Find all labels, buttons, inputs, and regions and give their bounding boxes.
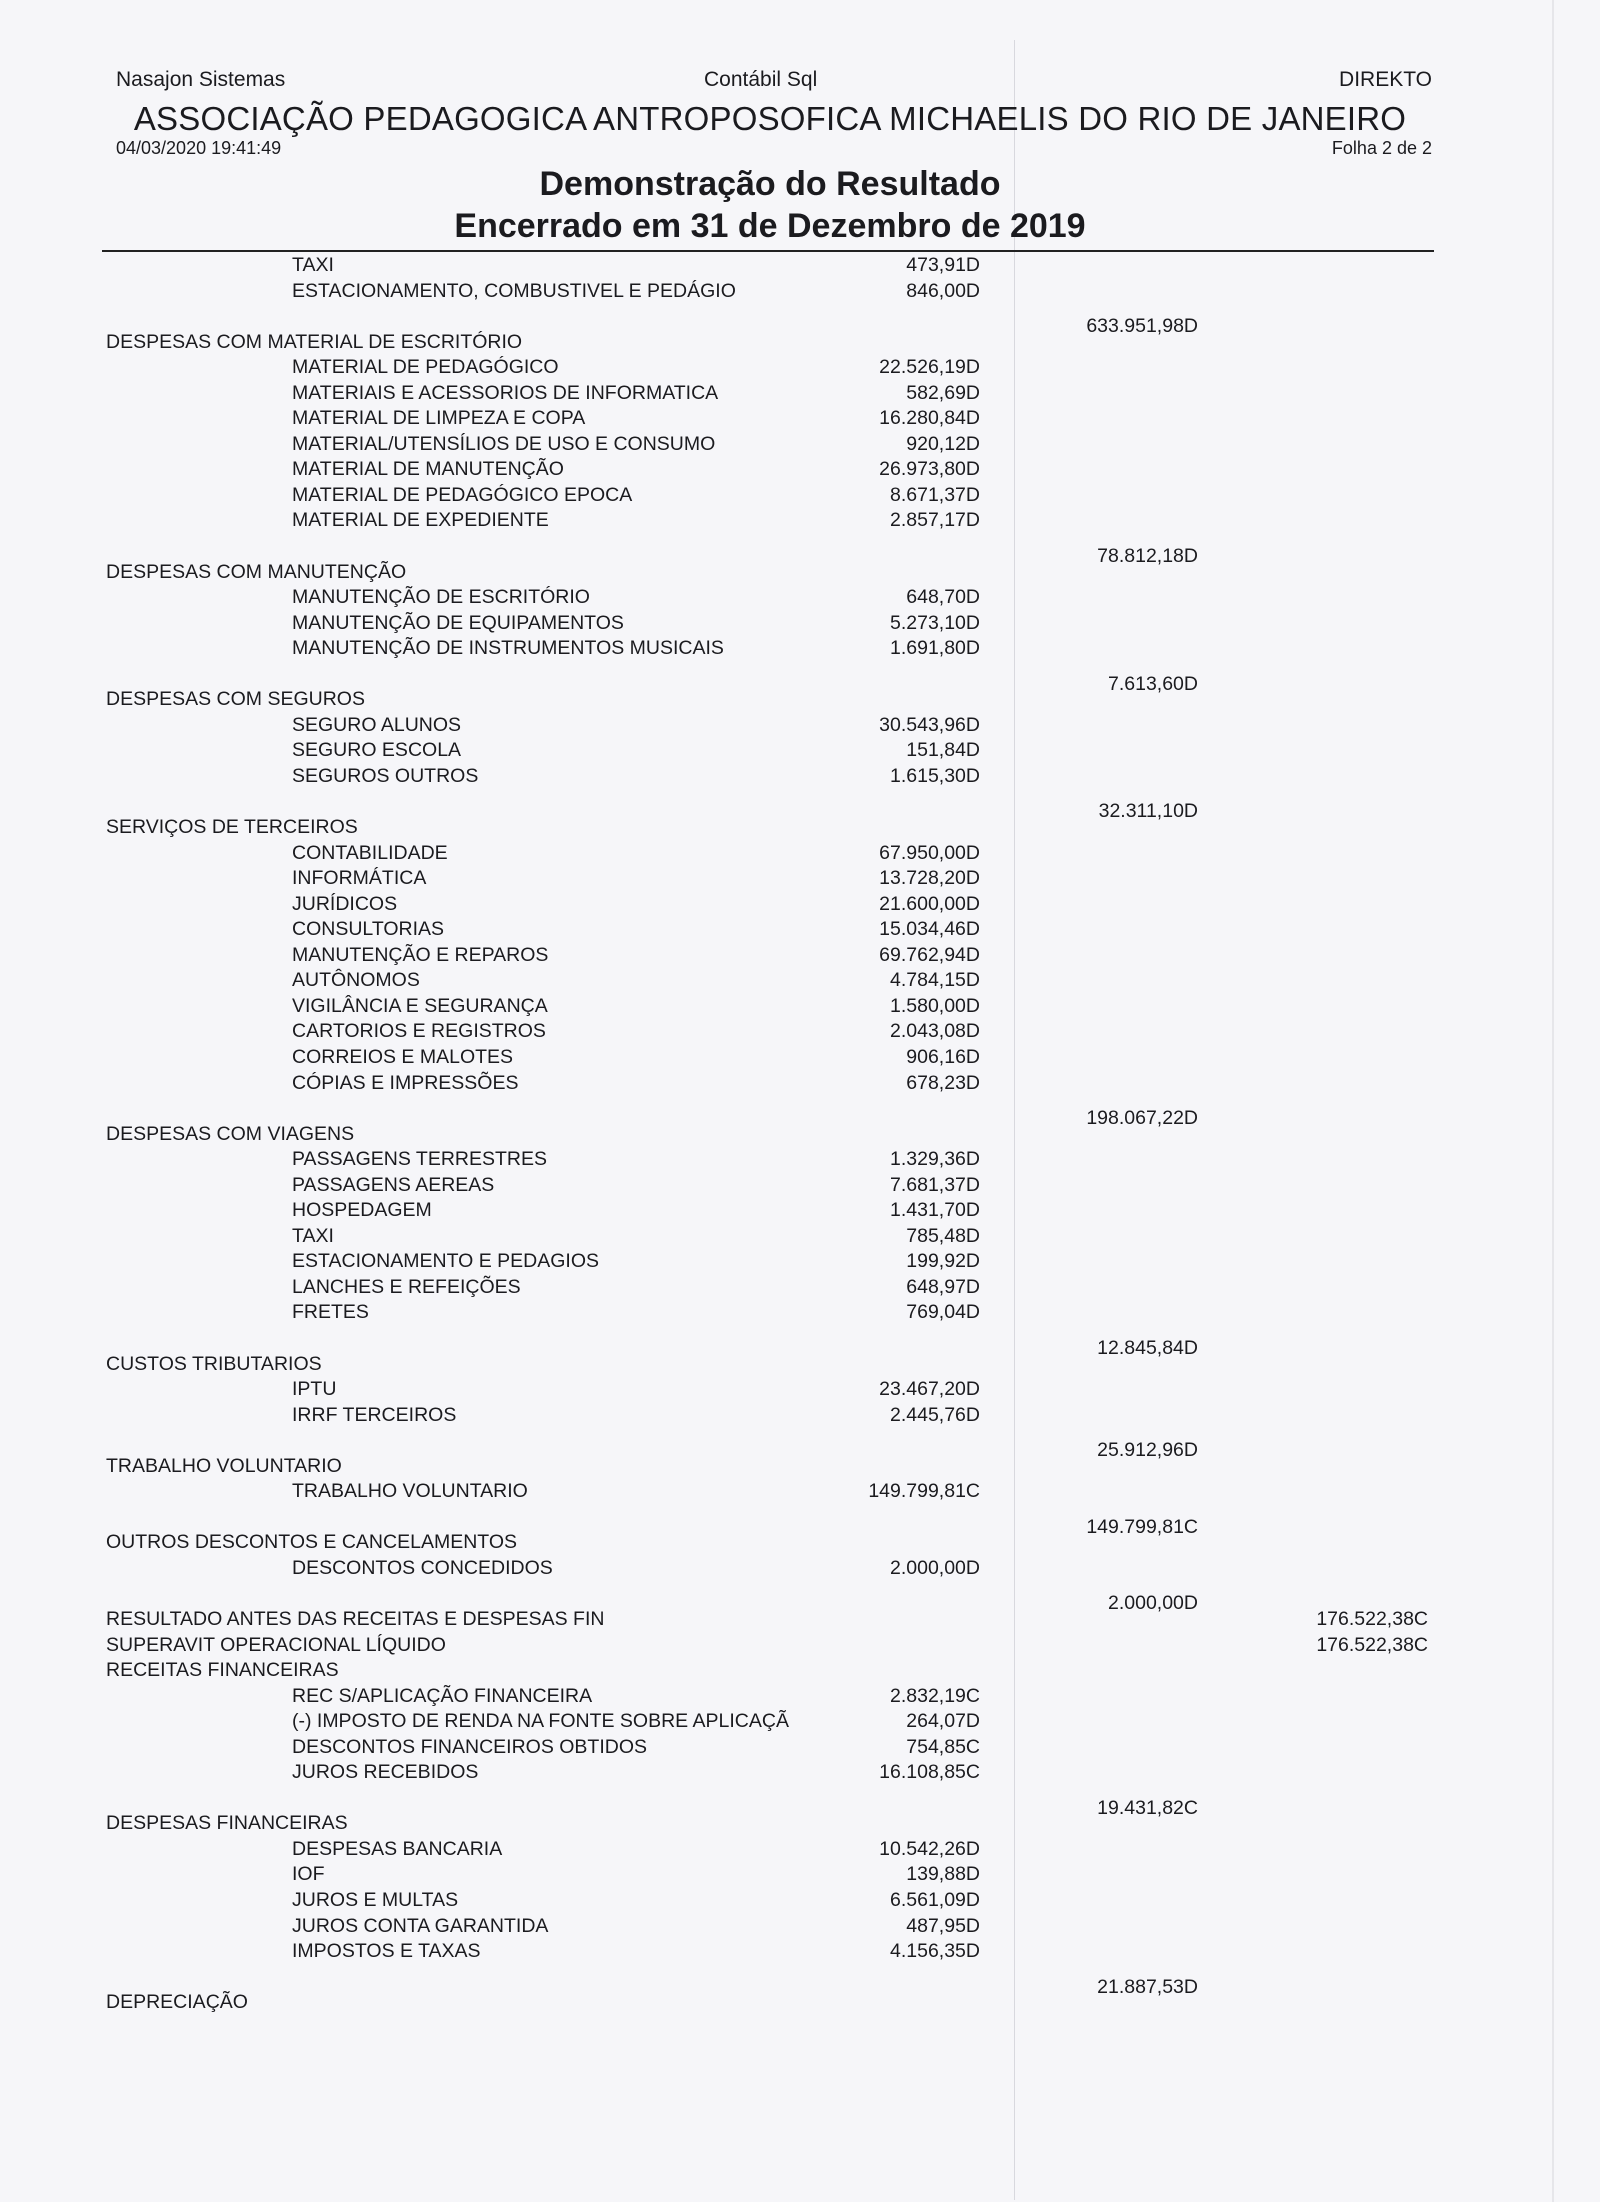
account-value: 2.445,76D	[890, 1403, 980, 1426]
account-label: SEGUROS OUTROS	[292, 764, 479, 787]
account-row	[0, 611, 1600, 637]
account-row	[0, 1556, 1600, 1582]
section-row	[0, 330, 1600, 356]
account-value: 2.000,00D	[890, 1556, 980, 1579]
account-label: DESPESAS BANCARIA	[292, 1837, 503, 1860]
account-label: IOF	[292, 1863, 325, 1886]
account-row	[0, 1275, 1600, 1301]
account-label: DESCONTOS CONCEDIDOS	[292, 1556, 553, 1579]
subtotal-row	[0, 304, 1600, 338]
account-row	[0, 892, 1600, 918]
account-row	[0, 585, 1600, 611]
subtotal-row	[0, 1581, 1600, 1615]
account-row	[0, 1071, 1600, 1097]
account-row	[0, 1939, 1600, 1965]
account-label: LANCHES E REFEIÇÕES	[292, 1275, 521, 1298]
account-label: MATERIAL DE MANUTENÇÃO	[292, 458, 564, 481]
section-label: SERVIÇOS DE TERCEIROS	[106, 816, 358, 839]
report-subheader	[116, 138, 1432, 164]
account-value: 69.762,94D	[879, 943, 980, 966]
account-label: (-) IMPOSTO DE RENDA NA FONTE SOBRE APLICAÇÃ	[292, 1710, 789, 1733]
section-label: DEPRECIAÇÃO	[106, 1991, 248, 2014]
account-value: 264,07D	[906, 1710, 980, 1733]
account-value: 754,85C	[906, 1735, 980, 1758]
account-row	[0, 1249, 1600, 1275]
account-label: TAXI	[292, 254, 334, 276]
account-row	[0, 1760, 1600, 1786]
section-label: TRABALHO VOLUNTARIO	[106, 1454, 342, 1477]
account-label: MATERIAL DE PEDAGÓGICO EPOCA	[292, 483, 633, 506]
account-row	[0, 1914, 1600, 1940]
account-label: MATERIAL DE LIMPEZA E COPA	[292, 407, 586, 430]
account-row	[0, 1479, 1600, 1505]
account-label: MATERIAIS E ACESSORIOS DE INFORMATICA	[292, 381, 719, 404]
account-label: FRETES	[292, 1301, 369, 1324]
account-row	[0, 508, 1600, 534]
account-value: 5.273,10D	[890, 611, 980, 634]
account-row	[0, 1147, 1600, 1173]
account-row	[0, 1862, 1600, 1888]
account-row	[0, 943, 1600, 969]
account-label: ESTACIONAMENTO E PEDAGIOS	[292, 1250, 600, 1273]
account-value: 30.543,96D	[879, 713, 980, 736]
account-value: 7.681,37D	[890, 1173, 980, 1196]
account-value: 10.542,26D	[879, 1837, 980, 1860]
section-label: DESPESAS COM VIAGENS	[106, 1122, 355, 1145]
account-value: 582,69D	[906, 381, 980, 404]
account-value: 67.950,00D	[879, 841, 980, 864]
account-row	[0, 841, 1600, 867]
account-value: 769,04D	[906, 1301, 980, 1324]
section-row	[0, 1658, 1600, 1684]
section-row	[0, 815, 1600, 841]
account-label: REC S/APLICAÇÃO FINANCEIRA	[292, 1684, 593, 1707]
subtotal-value: 633.951,98D	[1086, 315, 1198, 338]
account-row	[0, 917, 1600, 943]
section-label: RESULTADO ANTES DAS RECEITAS E DESPESAS FIN	[106, 1607, 605, 1630]
account-label: ESTACIONAMENTO, COMBUSTIVEL E PEDÁGIO	[292, 279, 736, 302]
section-row	[0, 1352, 1600, 1378]
section-row	[0, 1811, 1600, 1837]
subtotal-row	[0, 1096, 1600, 1130]
account-value: 1.329,36D	[890, 1148, 980, 1171]
account-row	[0, 355, 1600, 381]
account-row	[0, 1224, 1600, 1250]
subtotal-value: 21.887,53D	[1097, 1975, 1198, 1998]
account-value: 22.526,19D	[879, 356, 980, 379]
section-row	[0, 1454, 1600, 1480]
account-label: DESCONTOS FINANCEIROS OBTIDOS	[292, 1735, 648, 1758]
subtotal-row	[0, 534, 1600, 568]
subtotal-value: 25.912,96D	[1097, 1439, 1198, 1462]
account-label: CONSULTORIAS	[292, 918, 445, 941]
account-label: PASSAGENS TERRESTRES	[292, 1148, 548, 1171]
subtotal-row	[0, 1965, 1600, 1998]
account-label: MANUTENÇÃO E REPAROS	[292, 943, 549, 966]
account-row	[0, 457, 1600, 483]
company-code: DIREKTO	[1339, 68, 1432, 91]
subtotal-value: 7.613,60D	[1108, 672, 1198, 695]
section-label: DESPESAS COM MATERIAL DE ESCRITÓRIO	[106, 330, 523, 353]
account-label: MATERIAL DE PEDAGÓGICO	[292, 356, 559, 379]
account-value: 6.561,09D	[890, 1889, 980, 1911]
section-row	[0, 1530, 1600, 1556]
account-label: CORREIOS E MALOTES	[292, 1045, 514, 1068]
account-label: MANUTENÇÃO DE ESCRITÓRIO	[292, 586, 590, 609]
account-row	[0, 1735, 1600, 1761]
account-value: 648,97D	[906, 1275, 980, 1298]
subtotal-value: 198.067,22D	[1086, 1107, 1198, 1130]
subtotal-row	[0, 1505, 1600, 1538]
account-row	[0, 1684, 1600, 1710]
account-label: HOSPEDAGEM	[292, 1199, 432, 1222]
account-row	[0, 1173, 1600, 1199]
account-row	[0, 1045, 1600, 1071]
account-value: 4.784,15D	[890, 969, 980, 992]
account-label: CÓPIAS E IMPRESSÕES	[292, 1071, 519, 1094]
subtotal-row	[0, 662, 1600, 695]
account-label: MATERIAL/UTENSÍLIOS DE USO E CONSUMO	[292, 432, 716, 455]
account-label: IMPOSTOS E TAXAS	[292, 1940, 481, 1963]
section-label: CUSTOS TRIBUTARIOS	[106, 1352, 322, 1375]
account-value: 1.580,00D	[890, 994, 980, 1017]
account-value: 23.467,20D	[879, 1378, 980, 1401]
account-value: 2.857,17D	[890, 509, 980, 532]
account-label: JUROS CONTA GARANTIDA	[292, 1914, 549, 1937]
account-label: INFORMÁTICA	[292, 867, 427, 890]
statement-lines	[0, 253, 1600, 2016]
account-value: 8.671,37D	[890, 483, 980, 506]
account-label: SEGURO ESCOLA	[292, 739, 462, 762]
account-row	[0, 866, 1600, 892]
page-number: Folha 2 de 2	[1331, 138, 1432, 158]
system-name: Nasajon Sistemas	[116, 68, 286, 91]
account-value: 21.600,00D	[879, 892, 980, 915]
account-value: 846,00D	[906, 279, 980, 302]
account-value: 4.156,35D	[890, 1940, 980, 1963]
section-label: DESPESAS COM MANUTENÇÃO	[106, 560, 407, 583]
account-row	[0, 738, 1600, 764]
account-label: TAXI	[292, 1224, 334, 1247]
account-row	[0, 1403, 1600, 1429]
account-value: 678,23D	[906, 1071, 980, 1094]
section-row	[0, 1633, 1600, 1659]
account-value: 26.973,80D	[879, 458, 980, 481]
subtotal-row	[0, 1428, 1600, 1462]
account-value: 785,48D	[906, 1224, 980, 1247]
header-rule	[102, 250, 1434, 252]
subtotal-value: 32.311,10D	[1098, 800, 1198, 823]
account-row	[0, 1300, 1600, 1326]
report-title: Demonstração do Resultado	[539, 165, 1001, 203]
subtotal-row	[0, 789, 1600, 823]
total-value: 176.522,38C	[1316, 1633, 1428, 1656]
account-value: 2.832,19C	[890, 1684, 980, 1707]
section-row	[0, 1990, 1600, 2016]
section-label: OUTROS DESCONTOS E CANCELAMENTOS	[106, 1531, 518, 1554]
total-value: 176.522,38C	[1316, 1607, 1428, 1630]
account-label: IRRF TERCEIROS	[292, 1403, 457, 1426]
account-value: 199,92D	[906, 1250, 980, 1273]
account-value: 920,12D	[906, 432, 980, 455]
account-row	[0, 279, 1600, 305]
section-row	[0, 560, 1600, 586]
account-row	[0, 968, 1600, 994]
account-value: 149.799,81C	[868, 1480, 980, 1503]
subtotal-value: 149.799,81C	[1086, 1515, 1198, 1538]
account-label: MATERIAL DE EXPEDIENTE	[292, 509, 549, 532]
section-row	[0, 1122, 1600, 1148]
account-value: 2.043,08D	[890, 1020, 980, 1043]
account-value: 1.615,30D	[890, 764, 980, 787]
account-value: 15.034,46D	[879, 918, 980, 941]
account-label: MANUTENÇÃO DE INSTRUMENTOS MUSICAIS	[292, 637, 724, 660]
account-row	[0, 381, 1600, 407]
account-value: 1.431,70D	[890, 1199, 980, 1222]
account-row	[0, 994, 1600, 1020]
account-value: 487,95D	[906, 1914, 980, 1937]
subtotal-row	[0, 1786, 1600, 1819]
section-label: SUPERAVIT OPERACIONAL LÍQUIDO	[106, 1633, 446, 1656]
account-label: IPTU	[292, 1378, 337, 1401]
account-value: 16.280,84D	[879, 407, 980, 430]
account-row	[0, 713, 1600, 739]
account-label: MANUTENÇÃO DE EQUIPAMENTOS	[292, 611, 624, 634]
account-label: CONTABILIDADE	[292, 841, 448, 864]
account-label: VIGILÂNCIA E SEGURANÇA	[292, 994, 548, 1017]
account-row	[0, 1377, 1600, 1403]
account-value: 648,70D	[906, 586, 980, 609]
account-row	[0, 432, 1600, 458]
report-header	[116, 68, 1432, 96]
report-datetime: 04/03/2020 19:41:49	[116, 138, 282, 158]
account-label: CARTORIOS E REGISTROS	[292, 1020, 546, 1043]
section-label: DESPESAS FINANCEIRAS	[106, 1812, 348, 1835]
account-value: 16.108,85C	[879, 1761, 980, 1784]
account-value: 473,91D	[906, 254, 980, 276]
account-label: AUTÔNOMOS	[292, 969, 420, 992]
account-row	[0, 1198, 1600, 1224]
section-label: DESPESAS COM SEGUROS	[106, 688, 365, 711]
account-label: PASSAGENS AEREAS	[292, 1173, 495, 1196]
account-label: SEGURO ALUNOS	[292, 713, 462, 736]
account-value: 906,16D	[906, 1045, 980, 1068]
account-label: JUROS RECEBIDOS	[292, 1761, 479, 1784]
section-row	[0, 687, 1600, 713]
account-row	[0, 1888, 1600, 1914]
report-subtitle: Encerrado em 31 de Dezembro de 2019	[454, 207, 1086, 245]
account-row	[0, 406, 1600, 432]
account-row	[0, 1709, 1600, 1735]
account-label: TRABALHO VOLUNTARIO	[292, 1480, 528, 1503]
module-name: Contábil Sql	[704, 68, 818, 91]
account-value: 151,84D	[906, 739, 980, 762]
account-row	[0, 483, 1600, 509]
account-label: JURÍDICOS	[292, 892, 398, 915]
account-value: 1.691,80D	[890, 637, 980, 660]
section-label: RECEITAS FINANCEIRAS	[106, 1659, 339, 1682]
account-row	[0, 636, 1600, 662]
organization-name: ASSOCIAÇÃO PEDAGOGICA ANTROPOSOFICA MICHAELIS DO RIO DE JANEIRO	[133, 100, 1407, 137]
subtotal-value: 19.431,82C	[1097, 1796, 1198, 1819]
section-row	[0, 1607, 1600, 1633]
account-row	[0, 764, 1600, 790]
subtotal-value: 78.812,18D	[1097, 545, 1198, 568]
subtotal-row	[0, 1326, 1600, 1359]
account-value: 13.728,20D	[879, 867, 980, 890]
subtotal-value: 12.845,84D	[1097, 1336, 1198, 1359]
account-label: JUROS E MULTAS	[292, 1889, 459, 1911]
account-row	[0, 253, 1600, 279]
subtotal-value: 2.000,00D	[1108, 1592, 1198, 1615]
account-row	[0, 1837, 1600, 1863]
account-row	[0, 1019, 1600, 1045]
account-value: 139,88D	[906, 1863, 980, 1886]
